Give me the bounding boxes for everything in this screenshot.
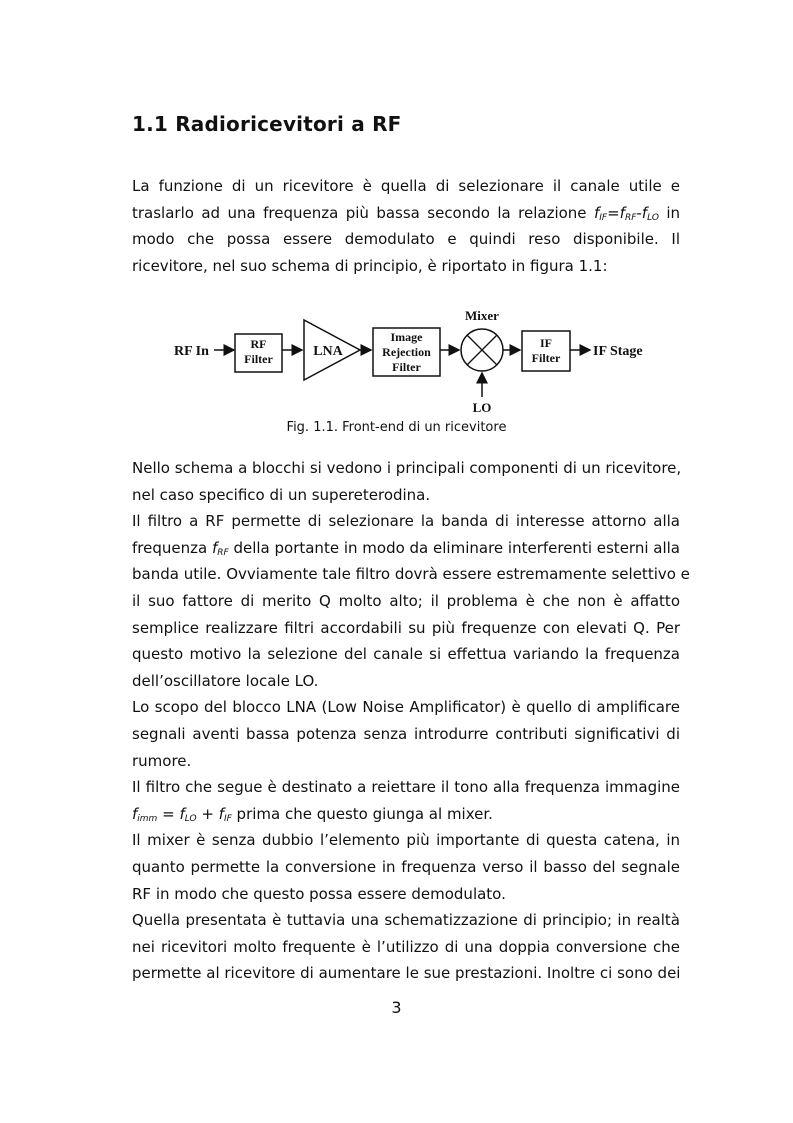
- text-line: $f_{imm} = f_{LO} + f_{IF}$ prima che questo giunga al mixer.: [132, 804, 493, 824]
- text-line: questo motivo la selezione del canale si effettua variando la frequenza: [132, 645, 680, 664]
- text-line: RF in modo che questo possa essere demodulato.: [132, 884, 506, 903]
- irf-label: Rejection: [382, 345, 431, 359]
- lo-label: LO: [472, 400, 492, 415]
- page-number: 3: [391, 998, 402, 1017]
- lna-label: LNA: [313, 344, 343, 359]
- mixer-label: Mixer: [465, 308, 499, 323]
- if-filter-label: IF: [540, 336, 552, 350]
- text-line: dell’oscillatore locale LO.: [132, 671, 319, 690]
- irf-label: Filter: [392, 360, 421, 374]
- section-title: 1.1 Radioricevitori a RF: [132, 112, 402, 136]
- text-line: Il filtro che segue è destinato a reiettare il tono alla frequenza immagine: [132, 778, 680, 797]
- text-line: rumore.: [132, 751, 192, 770]
- rf-in-label: RF In: [174, 344, 209, 359]
- text-line: La funzione di un ricevitore è quella di selezionare il canale utile e: [132, 177, 680, 195]
- text-line: modo che possa essere demodulato e quindi reso disponibile. Il: [132, 230, 680, 249]
- text-line: il suo fattore di merito Q molto alto; il problema è che non è affatto: [132, 591, 680, 610]
- figure-caption: Fig. 1.1. Front-end di un ricevitore: [286, 420, 507, 435]
- text-line: banda utile. Ovviamente tale filtro dovrà essere estremamente selettivo e: [132, 565, 690, 584]
- block-diagram: [0, 300, 793, 420]
- intro-paragraph: [132, 173, 680, 279]
- text-line: semplice realizzare filtri accordabili su più frequenze con elevati Q. Per: [132, 618, 680, 637]
- rf-filter-label: Filter: [244, 352, 273, 366]
- if-stage-label: IF Stage: [593, 344, 643, 359]
- text-line: frequenza $f_{RF}$ della portante in modo da eliminare interferenti esterni alla: [132, 538, 680, 558]
- irf-label: Image: [390, 330, 423, 344]
- text-line: nei ricevitori molto frequente è l’utilizzo di una doppia conversione che: [132, 937, 680, 956]
- body-paragraph: [132, 455, 690, 987]
- text-line: traslarlo ad una frequenza più bassa secondo la relazione $f_{IF}=f_{RF}-f_{LO}$ in: [132, 203, 681, 223]
- rf-filter-label: RF: [250, 337, 267, 351]
- text-line: ricevitore, nel suo schema di principio, è riportato in figura 1.1:: [132, 256, 608, 275]
- text-line: Lo scopo del blocco LNA (Low Noise Amplificator) è quello di amplificare: [132, 698, 680, 717]
- text-line: Quella presentata è tuttavia una schematizzazione di principio; in realtà: [132, 911, 680, 930]
- text-line: quanto permette la conversione in frequenza verso il basso del segnale: [132, 857, 680, 876]
- text-line: Nello schema a blocchi si vedono i principali componenti di un ricevitore,: [132, 459, 682, 477]
- text-line: nel caso specifico di un supereterodina.: [132, 485, 431, 504]
- if-filter-label: Filter: [531, 351, 561, 365]
- text-line: permette al ricevitore di aumentare le sue prestazioni. Inoltre ci sono dei: [132, 964, 681, 983]
- text-line: Il filtro a RF permette di selezionare la banda di interesse attorno alla: [132, 512, 680, 531]
- text-line: Il mixer è senza dubbio l’elemento più importante di questa catena, in: [132, 831, 680, 850]
- text-line: segnali aventi bassa potenza senza introdurre contributi significativi di: [132, 724, 680, 743]
